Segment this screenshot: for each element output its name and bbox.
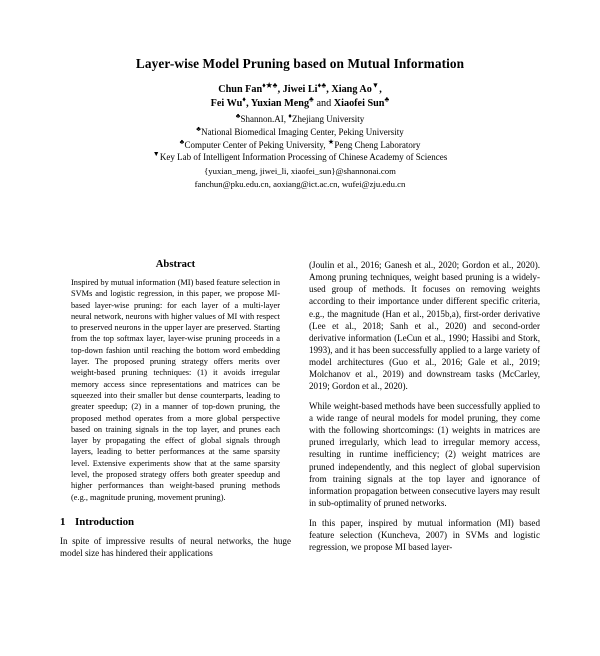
author-affiliation-marks: ♦♣ [317, 81, 327, 90]
author-entry [333, 95, 390, 110]
affiliation-mark: ♣ [179, 137, 185, 146]
affiliation-line-3 [60, 139, 540, 152]
affiliation-mark: ♣ [235, 112, 241, 121]
abstract-heading: Abstract [155, 259, 196, 270]
author-name: Chun Fan [218, 83, 263, 95]
author-separator: , [277, 83, 283, 95]
affiliation-mark: ★ [327, 137, 335, 146]
author-entry [282, 81, 327, 95]
author-separator: , [326, 83, 332, 95]
author-name: Jiwei Li [282, 83, 318, 95]
abstract-block [60, 259, 291, 503]
email-line: {yuxian_meng, jiwei_li, xiaofei_sun}@shannonai.com [204, 166, 396, 177]
intro-paragraph: In spite of impressive results of neural networks, the huge model size has hindered their applications [60, 535, 291, 559]
affiliation-mark: ▼ [152, 150, 160, 159]
affiliation-text: National Biomedical Imaging Center, Peking University [201, 126, 404, 137]
affiliation-text: Shannon.AI, [240, 114, 287, 125]
abstract-body [71, 277, 280, 503]
section-title: Introduction [75, 515, 135, 528]
affiliation-text: Computer Center of Peking University, [184, 139, 326, 150]
author-affiliation-marks: ♣ [309, 95, 314, 104]
author-line-1 [60, 83, 540, 97]
author-name: Xiang Ao [331, 83, 372, 95]
email-line: fanchun@pku.edu.cn, aoxiang@ict.ac.cn, wufei@zju.edu.cn [194, 178, 406, 189]
section-number: 1 [60, 515, 66, 528]
left-column [60, 259, 291, 559]
affiliation-text: Peng Cheng Laboratory [334, 139, 421, 150]
affiliation-line-1 [60, 113, 540, 126]
page-title: Layer-wise Model Pruning based on Mutual Information [135, 56, 465, 71]
author-line-2 [60, 97, 540, 111]
author-entry [250, 95, 314, 110]
author-list [60, 83, 540, 111]
right-column [309, 259, 540, 559]
email-list [60, 165, 540, 190]
abstract-text: Inspired by mutual information (MI) based feature selection in SVMs and logistic regression, in this paper, we propose MI-based layer-wise pruning: for each layer of a multi-layer neural network, neurons with higher values of MI with respect to preserved neurons in the upper layer are preserved. Starting from the top softmax layer, layer-wise pruning proceeds in a top-down fashion until reaching the bottom word embedding layer. The proposed pruning strategy offers merits over weight-based pruning techniques: (1) it avoids irregular memory access since representations and matrices can be squeezed into their smaller but dense counterparts, leading to greater speedup; (2) in a manner of top-down pruning, the proposed method operates from a more global perspective based on training signals in the top layer, and prunes each layer by propagating the effect of global signals through layers, leading to better performances at the same sparsity level. Extensive experiments show that at the same sparsity level, the proposed strategy offers both greater speedup and higher performances than weight-based pruning methods (e.g., magnitude pruning, movement pruning). [71, 278, 280, 502]
author-name: Yuxian Meng [250, 98, 310, 110]
author-conjunction: and [316, 98, 332, 110]
affiliation-list [60, 113, 540, 164]
affiliation-text: Zhejiang University [292, 114, 365, 125]
author-affiliation-marks: ♦ [242, 95, 247, 104]
right-paragraph: In this paper, inspired by mutual information (MI) based feature selection (Kuncheva, 2007) in SVMs and logistic regression, we propose MI based layer- [309, 517, 540, 552]
author-affiliation-marks: ♣ [384, 95, 390, 104]
author-affiliation-marks: ▼ [371, 81, 380, 90]
affiliation-mark: ♦ [288, 112, 293, 121]
author-separator: , [379, 83, 382, 95]
section-heading-introduction [60, 516, 291, 528]
affiliation-line-2 [60, 126, 540, 139]
affiliation-line-4 [60, 151, 540, 164]
author-affiliation-marks: ♦★♣ [262, 81, 278, 90]
right-paragraph: (Joulin et al., 2016; Ganesh et al., 2020; Gordon et al., 2020). Among pruning techniques, weight based pruning is a widely-used group of methods. It focuses on removing weights according to their importance under different specific criteria, e.g., the magnitude (Han et al., 2015b,a), first-order derivative (Lee et al., 2018; Sanh et al., 2020) and second-order derivative information (LeCun et al., 1990; Hassibi and Stork, 1993), and it has been successfully applied to a large variety of model architectures (Guo et al., 2016; Gale et al., 2019; Molchanov et al., 2019) and downstream tasks (McCarley, 2019; Gordon et al., 2020). [309, 260, 540, 392]
author-name: Xiaofei Sun [333, 98, 385, 110]
author-name: Fei Wu [210, 98, 243, 110]
paper-page [0, 56, 600, 656]
body-columns [60, 259, 540, 559]
author-entry [210, 95, 247, 110]
author-entry [218, 81, 278, 95]
author-separator: , [246, 98, 251, 110]
affiliation-text: Key Lab of Intelligent Information Processing of Chinese Academy of Sciences [159, 152, 448, 163]
right-paragraph: While weight-based methods have been successfully applied to a wide range of neural models for model pruning, they come with the following shortcomings: (1) weights in matrices are pruned irregularly, which lead to irregular memory access, resulting in runtime inefficiency; (2) weight matrices are pruned independently, and this neglect of global supervision from training signals at the top layer and ignorance of information propagation between consecutive layers may result in sub-optimality of pruned networks. [309, 400, 540, 508]
author-entry [331, 81, 380, 95]
affiliation-mark: ♣ [196, 124, 202, 133]
